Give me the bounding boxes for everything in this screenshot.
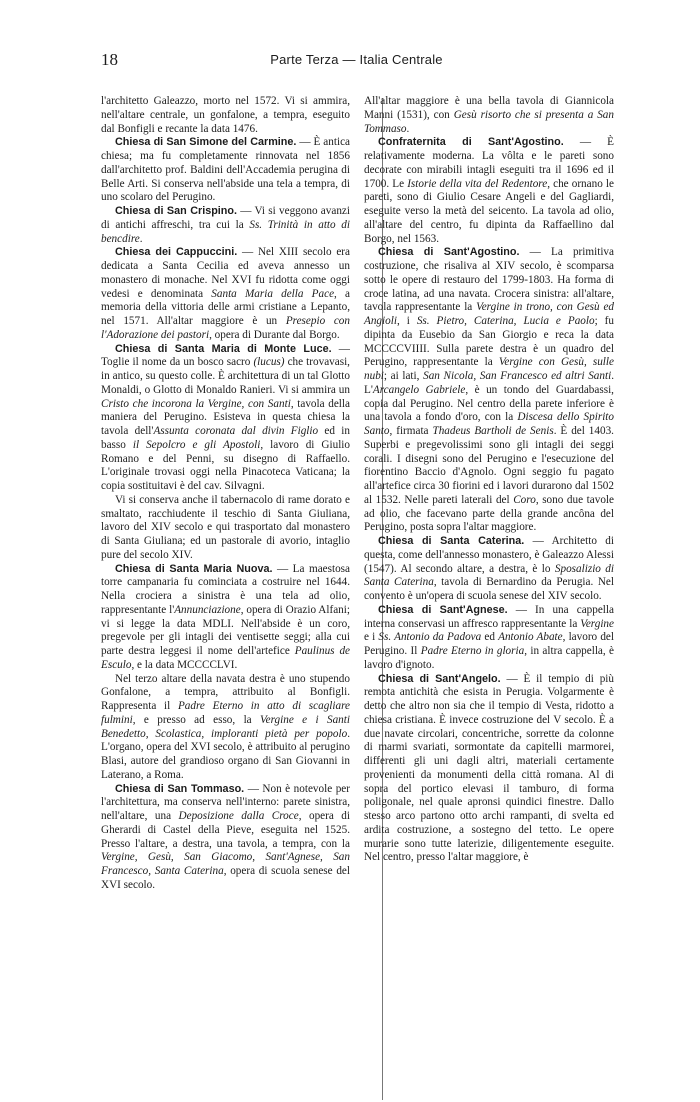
entry-heading: Chiesa di San Crispino. [115,205,237,217]
body-text: — È antica chiesa; ma fu completamente rinnovata nel 1856 dall'architetto prof. Baldini dell'Accademia perugina di Belle Arti. Si conserva nell'abside una tela a tempra, di uno scolaro del Perugino. [101,136,350,204]
italic-title: Thadeus Bartholi de Senis [432,425,554,437]
body-text: — Architetto di questa, come dell'annesso monastero, è Galeazzo Alessi (1547). Al secondo altare, a destra, è lo [364,535,614,575]
italic-title: Vergine e i Santi Benedetto, Scolastica, imploranti pietà per popolo [101,713,350,740]
body-text: , tavola di Bernardino da Perugia. Nel convento è un'opera di scuola senese del XIV secolo. [364,576,614,602]
body-text: ; ai lati, [383,370,424,382]
body-text: All'altar maggiore è una bella tavola di Giannicola Manni (1531), con [364,95,614,121]
body-text: , opera di Gherardi di Castel della Pieve, eseguita nel 1525. Presso l'altare, a destra, una tavola, a tempra, con la [101,810,351,850]
italic-title: il Sepolcro e gli Apostoli [132,438,261,451]
body-text: ed in basso [101,425,350,451]
italic-title: (lucus) [253,356,285,369]
body-text: Vi si conserva anche il tabernacolo di rame dorato e smaltato, racchiudente il teschio di Santa Giuliana, lavoro del XIV secolo e qui trasportato dal monastero di Santa Giuliana; ed un pastorale di avorio, intaglio pure del secolo XIV. [101,493,350,561]
body-text: — Vi si veggono avanzi di antichi affreschi, tra cui la [101,205,351,231]
italic-title: Ss. Pietro, Caterina, Lucia e Paolo [416,315,595,327]
entry-heading: Chiesa di San Tommaso. [115,782,245,795]
italic-title: Ss. Trinità in atto di bencdire [101,218,350,245]
italic-title: Annunciazione [174,603,241,616]
body-text: , opera di Durante dal Borgo. [209,328,340,341]
left-column [101,95,350,1078]
body-text: — È il tempio di più remota antichità che esista in Perugia. Volgarmente è detto che altro non sia che il tempio di Vesta, ridotto a chiesa cristiana. È invece costruzione del V secolo. È a due navate circolari, concentriche, sorrette da colonne di marmi svariati, sormontate da capitelli marmorei, differenti gli uni dagli altri, materiali certamente provenienti da monumenti della città romana. Al di sopra del portico elevasi il tamburo, di forma poligonale, nel quale apronsi quindici finestre. Dallo stesso arco partono otto archi rampanti, di svelta ed ardita costruzione, a sostegno del tetto. Le opere murarie sono tutte laterizie, diligentemente eseguite. Nel centro, presso l'altar maggiore, è [364,672,614,864]
italic-title: Antonio Abate [498,631,563,644]
body-text: , opera di scuola senese del XVI secolo. [101,865,350,891]
italic-title: Vergine [580,617,614,630]
paragraph [101,136,350,205]
body-text: l'architetto Galeazzo, morto nel 1572. Vi si ammira, nell'altare centrale, un gonfalone, a tempra, eseguito dal Bonfigli e recante la data 1476. [101,95,350,135]
paragraph [364,95,614,136]
paragraph [101,563,350,673]
italic-title: Padre Eterno in gloria [420,645,525,657]
entry-heading: Chiesa di Santa Maria Nuova. [115,562,273,575]
body-text: . [406,122,410,135]
italic-title: Vergine con Gesù, sulle nubi [364,356,614,382]
entry-heading: Chiesa di Santa Caterina. [378,535,525,547]
paragraph [364,535,614,604]
italic-title: Vergine, Gesù, San Giacomo, Sant'Agnese, San Francesco, Santa Caterina [101,851,350,877]
italic-title: Deposizione dalla Croce [178,810,299,822]
paragraph [101,95,350,136]
entry-heading: Chiesa di Santa Maria di Monte Luce. [115,342,332,355]
paragraph [101,783,350,893]
body-text: — In una cappella interna conservasi un affresco rappresentante la [364,603,614,630]
body-text: , che ornano le pareti, sono di Giulio Cesare Angeli e del Gagliardi, eseguite verso la metà del seicento. La tavola ad olio, all'altare del centro, fu dipinta da Raffaellino dal Borgo, nel 1563. [364,177,614,245]
body-text: . L' [364,370,614,396]
body-text: e i [364,631,379,644]
italic-title: Coro [513,493,536,506]
body-text: ; fu dipinta da Eusebio da San Giorgio e reca la data MCCCCVIIII. Sulla parete destra è un quadro del Perugino, rappresentante la [364,315,614,369]
body-text: , a memoria della vittoria delle armi cristiane a Lepanto, nel 1571. All'altar maggiore è un [101,287,350,327]
paragraph [364,246,614,535]
body-text: — La maestosa torre campanaria fu cominciata a costruire nel 1644. Nella crociera a sinistra è una tela ad olio, rappresentante l' [101,562,350,616]
paragraph [101,246,350,342]
body-text: , sono due tavole ad olio, che facevano parte della grande ancôna del Perugino, posta sopra l'altar maggiore. [364,493,615,534]
body-text: . È del 1403. Superbi e pregevolissimi sono gli intagli dei seggi corali. I disegni sono del Perugino e l'esecuzione del fiorentino Baccio d'Agnolo. Ogni seggio fu pagato all'artefice circa 30 fiorini ed i lavori durarono dal 1502 al 1532. Nelle pareti laterali del [364,425,614,506]
paragraph [364,136,614,246]
italic-title: Cristo che incorona la Vergine, con Santi [101,397,291,410]
body-text: che trovavasi, in antico, su questo colle. È architettura di un tal Glotto Monaldi, o Glotto di Monaldo Ranieri. Vi si ammira un [101,356,350,396]
italic-title: Santa Maria della Pace [211,287,335,300]
text-columns [101,95,614,1078]
entry-heading: Confraternita di Sant'Agostino. [378,136,564,149]
italic-title: Discesa dello Spirito Santo [364,411,615,437]
italic-title: Sposalizio di Santa Caterina [364,562,614,589]
paragraph [364,673,614,866]
body-text: — È relativamente moderna. La vôlta e le pareti sono decorate con mirabili intagli eseguiti tra il 1696 ed il 1700. Le [364,136,614,190]
page-number: 18 [101,50,118,69]
body-text: Nel terzo altare della navata destra è uno stupendo Gonfalone, a tempra, attribuito al Bonfigli. Rappresenta il [101,672,350,712]
body-text: , lavoro del Perugino. Il [364,631,614,657]
body-text: , lavoro di Giulio Romano e del Penni, su disegno di Raffaello. L'originale trovasi oggi nella Pinacoteca Vaticana; la copia sostituitavi è del cav. Silvagni. [101,438,351,492]
body-text: . L'organo, opera del XVI secolo, è attribuito al perugino Blasi, autore del grandioso organo di San Giovanni in Laterano, a Roma. [101,727,350,781]
body-text: — Nel XIII secolo era dedicata a Santa Cecilia ed aveva annesso un monastero di monache. Nel XVI fu ridotta come oggi vedesi e denominata [101,246,350,300]
body-text: , e la data MCCCCLVI. [131,658,238,671]
body-text: , firmata [389,425,433,437]
body-text: , tavola della maniera del Perugino. Esisteva in questa chiesa la tavola dell' [101,397,350,437]
entry-heading: Chiesa di Sant'Agostino. [378,246,520,259]
entry-heading: Chiesa dei Cappuccini. [115,246,238,259]
body-text: — La primitiva costruzione, che risaliva al XIV secolo, è scomparsa sotto le opere di restauro del 1799-1803. Ha forma di croce latina, ad una navata. Crocera sinistra: all'altare, tavola rappresentante la [364,246,614,314]
entry-heading: Chiesa di San Simone del Carmine. [115,136,297,149]
italic-title: Paulinus de Esculo [101,645,351,671]
paragraph [101,205,350,246]
running-title: Parte Terza — Italia Centrale [270,52,443,67]
body-text: , è un tondo del Guardabassi, copia dal Perugino. Nel centro della parete inferiore è una tavola a fondo d'oro, con la [364,383,614,424]
body-text: . [139,232,143,245]
italic-title: Vergine in trono, con Gesù ed Angioli [364,301,614,327]
page-header [101,50,612,74]
entry-heading: Chiesa di Sant'Agnese. [378,603,508,616]
paragraph [364,604,614,673]
italic-title: Gesù risorto che si presenta a San Tommaso [364,108,614,135]
body-text: , opera di Orazio Alfani; vi si legge la data MDLI. Nell'abside è un coro, pregevole per gli intagli dei ventisette seggi; alla cui parte destra leggesi il nome dell'artefice [101,603,350,657]
body-text: — Non è notevole per l'architettura, ma conserva nell'interno: parete sinistra, nell'altare, una [101,782,350,822]
italic-title: San Nicola, San Francesco ed altri Santi [423,370,612,382]
body-text: — Toglie il nome da un bosco sacro [101,342,350,369]
italic-title: Assunta coronata dal divin Figlio [153,425,319,437]
body-text: , in altra cappella, è lavoro d'ignoto. [364,645,615,671]
paragraph [101,673,350,783]
paragraph [101,343,350,494]
italic-title: Presepio con l'Adorazione dei pastori [101,315,350,341]
italic-title: Istorie della vita del Redentore [407,177,548,190]
italic-title: Padre Eterno in atto di scagliare fulmini [101,700,350,726]
italic-title: Ss. Antonio da Padova [378,631,482,644]
body-text: , e presso ad esso, la [132,713,261,726]
italic-title: Arcangelo Gabriele [372,383,466,396]
body-text: ed [481,631,499,644]
entry-heading: Chiesa di Sant'Angelo. [378,672,501,685]
right-column [364,95,614,1078]
body-text: , i [396,315,417,327]
paragraph [101,494,350,563]
